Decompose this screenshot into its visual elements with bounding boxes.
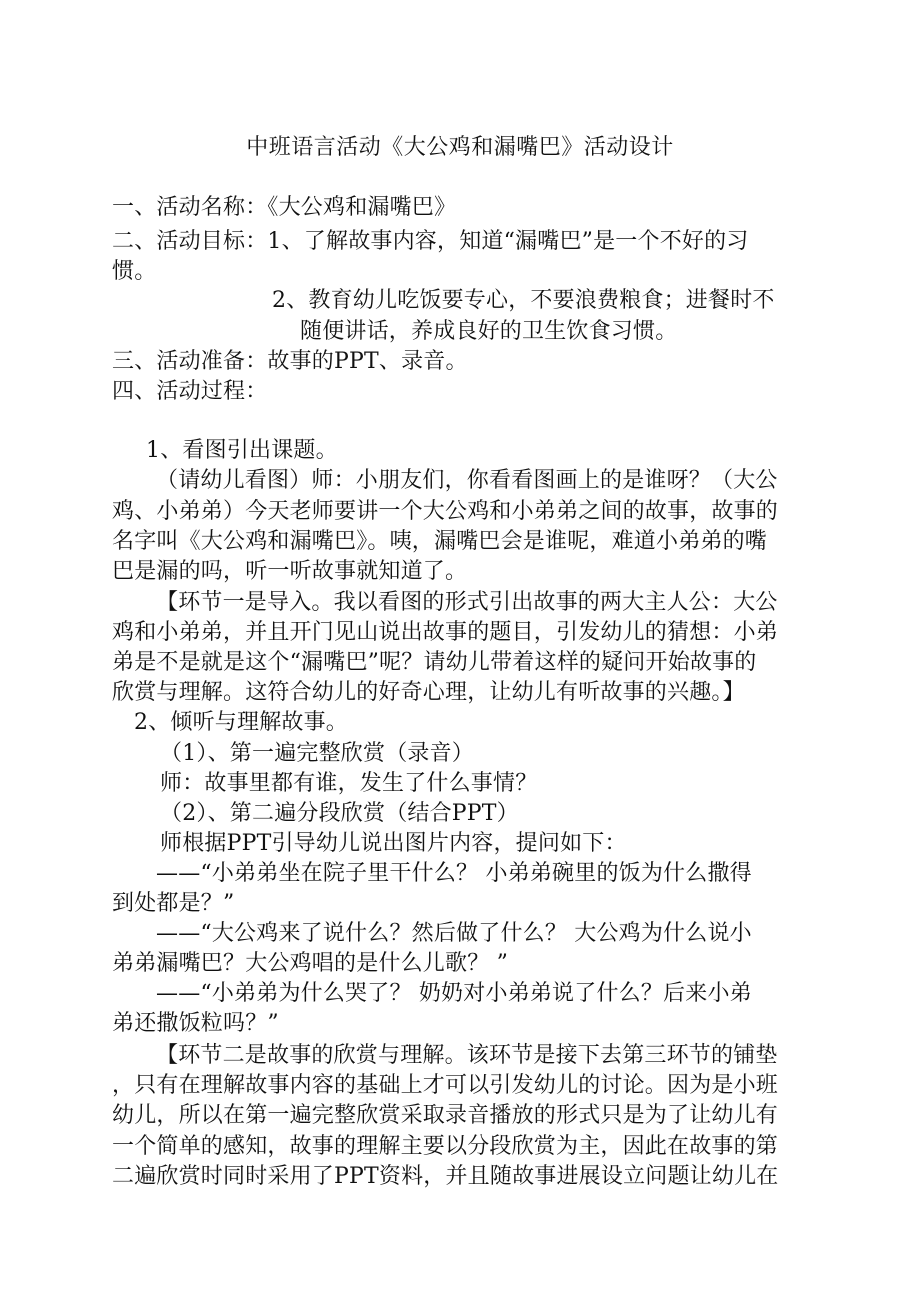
sub-step-2: （2）、第二遍分段欣赏（结合PPT） (160, 801, 519, 826)
step-2-heading: 2、倾听与理解故事。 (134, 710, 348, 735)
activity-goal-2-line: 2、教育幼儿吃饭要专心，不要浪费粮食；进餐时不 (272, 288, 775, 313)
activity-name-line: 一、活动名称：《大公鸡和漏嘴巴》 (112, 195, 457, 220)
question-line: 到处都是？” (112, 891, 235, 916)
paragraph-line: 巴是漏的吗，听一听故事就知道了。 (112, 559, 468, 584)
paragraph-line: 鸡和小弟弟，并且开门见山说出故事的题目，引发幼儿的猜想：小弟 (112, 620, 779, 645)
activity-goal-2-line-cont: 随便讲话，养成良好的卫生饮食习惯。 (300, 319, 678, 344)
paragraph-line: 【环节二是故事的欣赏与理解。该环节是接下去第三环节的铺垫 (156, 1043, 778, 1068)
paragraph-line: ，只有在理解故事内容的基础上才可以引发幼儿的讨论。因为是小班 (112, 1073, 779, 1098)
step-1-heading: 1、看图引出课题。 (146, 438, 338, 463)
paragraph-line: 二遍欣赏时同时采用了PPT资料，并且随故事进展设立问题让幼儿在 (112, 1164, 779, 1189)
paragraph-line: 一个简单的感知，故事的理解主要以分段欣赏为主，因此在故事的第 (112, 1134, 779, 1159)
question-line: ——“大公鸡来了说什么？然后做了什么？ 大公鸡为什么说小 (156, 921, 752, 946)
paragraph-line: （请幼儿看图）师：小朋友们，你看看图画上的是谁呀？（大公 (156, 468, 778, 493)
paragraph-line: 名字叫《大公鸡和漏嘴巴》。咦，漏嘴巴会是谁呢，难道小弟弟的嘴 (112, 529, 768, 554)
paragraph-line: 欣赏与理解。这符合幼儿的好奇心理，让幼儿有听故事的兴趣。】 (112, 680, 745, 705)
document-title: 中班语言活动《大公鸡和漏嘴巴》活动设计 (246, 135, 674, 160)
question-line: ——“小弟弟为什么哭了？ 奶奶对小弟弟说了什么？后来小弟 (156, 981, 752, 1006)
activity-goal-line-cont: 惯。 (112, 259, 157, 284)
sub-step-1: （1）、第一遍完整欣赏（录音） (160, 741, 474, 766)
activity-goal-line: 二、活动目标：1、了解故事内容，知道“漏嘴巴”是一个不好的习 (112, 229, 749, 254)
paragraph-line: 弟是不是就是这个“漏嘴巴”呢？请幼儿带着这样的疑问开始故事的 (112, 650, 757, 675)
activity-process-line: 四、活动过程： (112, 379, 268, 404)
question-line: ——“小弟弟坐在院子里干什么？ 小弟弟碗里的饭为什么撒得 (156, 861, 752, 886)
paragraph-line: 幼儿，所以在第一遍完整欣赏采取录音播放的形式只是为了让幼儿有 (112, 1103, 779, 1128)
question-line: 弟弟漏嘴巴？大公鸡唱的是什么儿歌？ ” (112, 951, 509, 976)
activity-prep-line: 三、活动准备：故事的PPT、录音。 (112, 349, 468, 374)
question-intro-line: 师根据PPT引导幼儿说出图片内容，提问如下： (160, 831, 627, 856)
question-line: 弟还撒饭粒吗？” (112, 1011, 279, 1036)
paragraph-line: 【环节一是导入。我以看图的形式引出故事的两大主人公：大公 (156, 590, 778, 615)
question-line: 师：故事里都有谁，发生了什么事情？ (160, 771, 538, 796)
paragraph-line: 鸡、小弟弟）今天老师要讲一个大公鸡和小弟弟之间的故事，故事的 (112, 499, 779, 524)
